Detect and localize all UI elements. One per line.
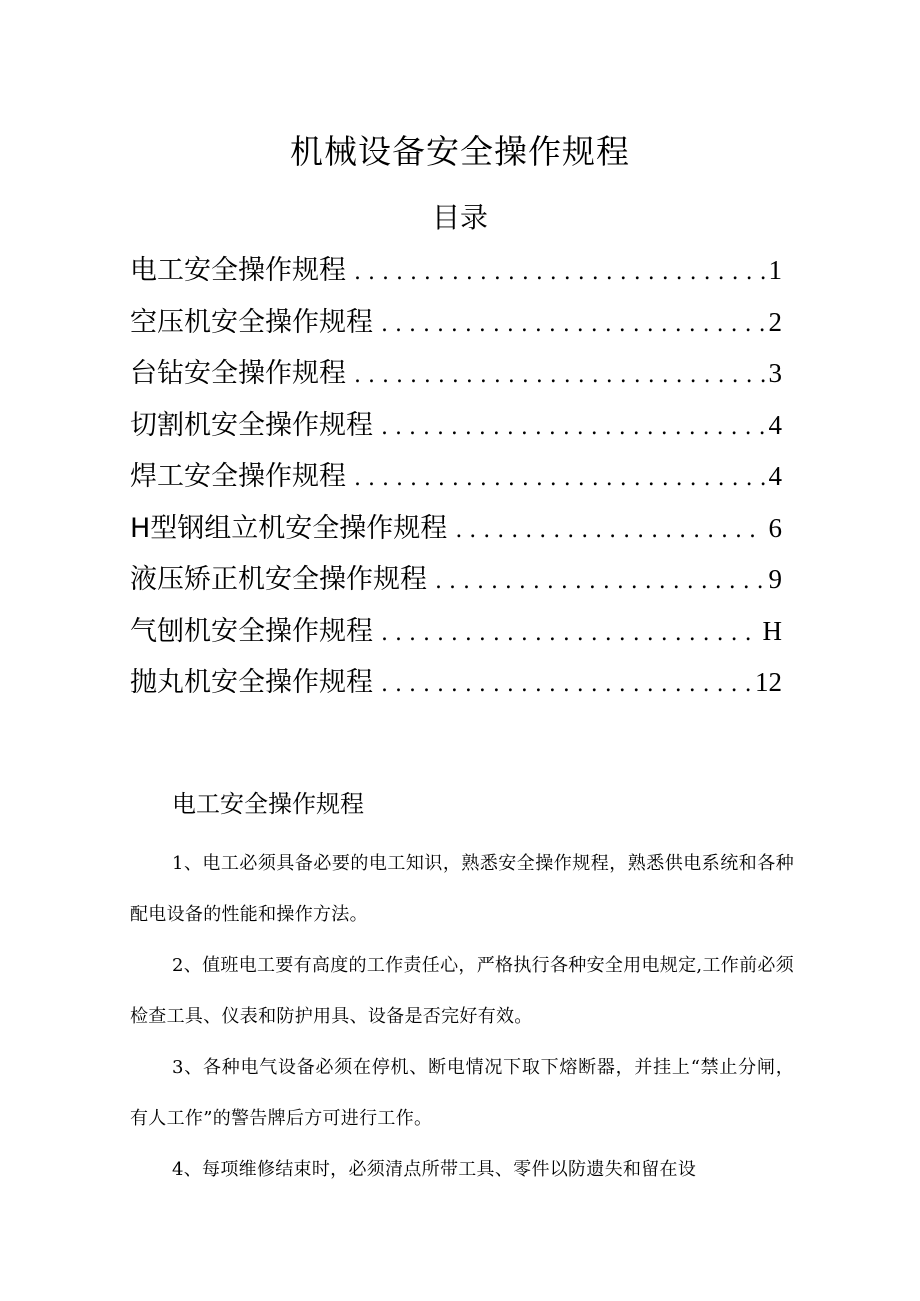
- toc-dot-leader: [354, 354, 765, 398]
- paragraph: 3、各种电气设备必须在停机、断电情况下取下熔断器，并挂上“禁止分闸，有人工作”的警告牌后方可进行工作。: [130, 1057, 794, 1129]
- toc-entry-page: 2: [768, 306, 782, 337]
- toc-dot-leader: [381, 303, 765, 347]
- document-title: 机械设备安全操作规程: [290, 132, 630, 171]
- toc-entry[interactable]: [130, 660, 782, 712]
- toc-entry-title: 气刨机安全操作规程: [130, 615, 373, 647]
- toc-entry-title: 焊工安全操作规程: [130, 461, 346, 492]
- toc-entry[interactable]: [130, 506, 782, 558]
- toc-entry-title: H型钢组立机安全操作规程: [130, 512, 448, 544]
- toc-entry-page: 9: [768, 564, 782, 594]
- section-title: 电工安全操作规程: [172, 790, 364, 818]
- toc-dot-leader: [354, 251, 765, 295]
- toc-entry-page: 1: [768, 255, 782, 285]
- toc-entry[interactable]: [130, 454, 782, 506]
- paragraph: 2、值班电工要有高度的工作责任心，严格执行各种安全用电规定,工作前必须检查工具、仪表和防护用具、设备是否完好有效。: [130, 955, 794, 1027]
- toc-entry[interactable]: [130, 403, 782, 455]
- toc-entry-page: 4: [768, 461, 782, 491]
- toc-dot-leader: [455, 509, 764, 553]
- paragraph: 4、每项维修结束时，必须清点所带工具、零件以防遗失和留在设: [172, 1159, 697, 1180]
- toc-entry-page: 3: [768, 358, 782, 388]
- toc-entry-page: 6: [768, 512, 782, 543]
- section-body: [130, 838, 794, 1195]
- toc-entry-title: 抛丸机安全操作规程: [130, 667, 373, 698]
- toc-dot-leader: [435, 560, 765, 604]
- toc-dot-leader: [381, 406, 765, 450]
- toc-entry-title: 台钻安全操作规程: [130, 358, 346, 389]
- paragraph: 1、电工必须具备必要的电工知识，熟悉安全操作规程，熟悉供电系统和各种配电设备的性能和操作方法。: [130, 853, 794, 925]
- toc-entry[interactable]: [130, 300, 782, 352]
- toc-entry[interactable]: [130, 248, 782, 300]
- toc-entry[interactable]: [130, 609, 782, 661]
- toc-entry-title: 空压机安全操作规程: [130, 306, 373, 338]
- toc-entry-page: 4: [768, 409, 782, 440]
- toc-heading: 目录: [431, 201, 488, 234]
- toc-dot-leader: [354, 457, 765, 501]
- toc-dot-leader: [381, 663, 751, 707]
- toc-entry-title: 液压矫正机安全操作规程: [130, 564, 427, 595]
- toc-dot-leader: [381, 612, 759, 656]
- toc-entry-page: H: [762, 615, 782, 646]
- toc-entry[interactable]: [130, 557, 782, 609]
- table-of-contents: [130, 248, 782, 712]
- toc-entry-page: 12: [755, 667, 782, 697]
- toc-entry-title: 电工安全操作规程: [130, 255, 346, 286]
- toc-entry-title: 切割机安全操作规程: [130, 409, 373, 441]
- toc-entry[interactable]: [130, 351, 782, 403]
